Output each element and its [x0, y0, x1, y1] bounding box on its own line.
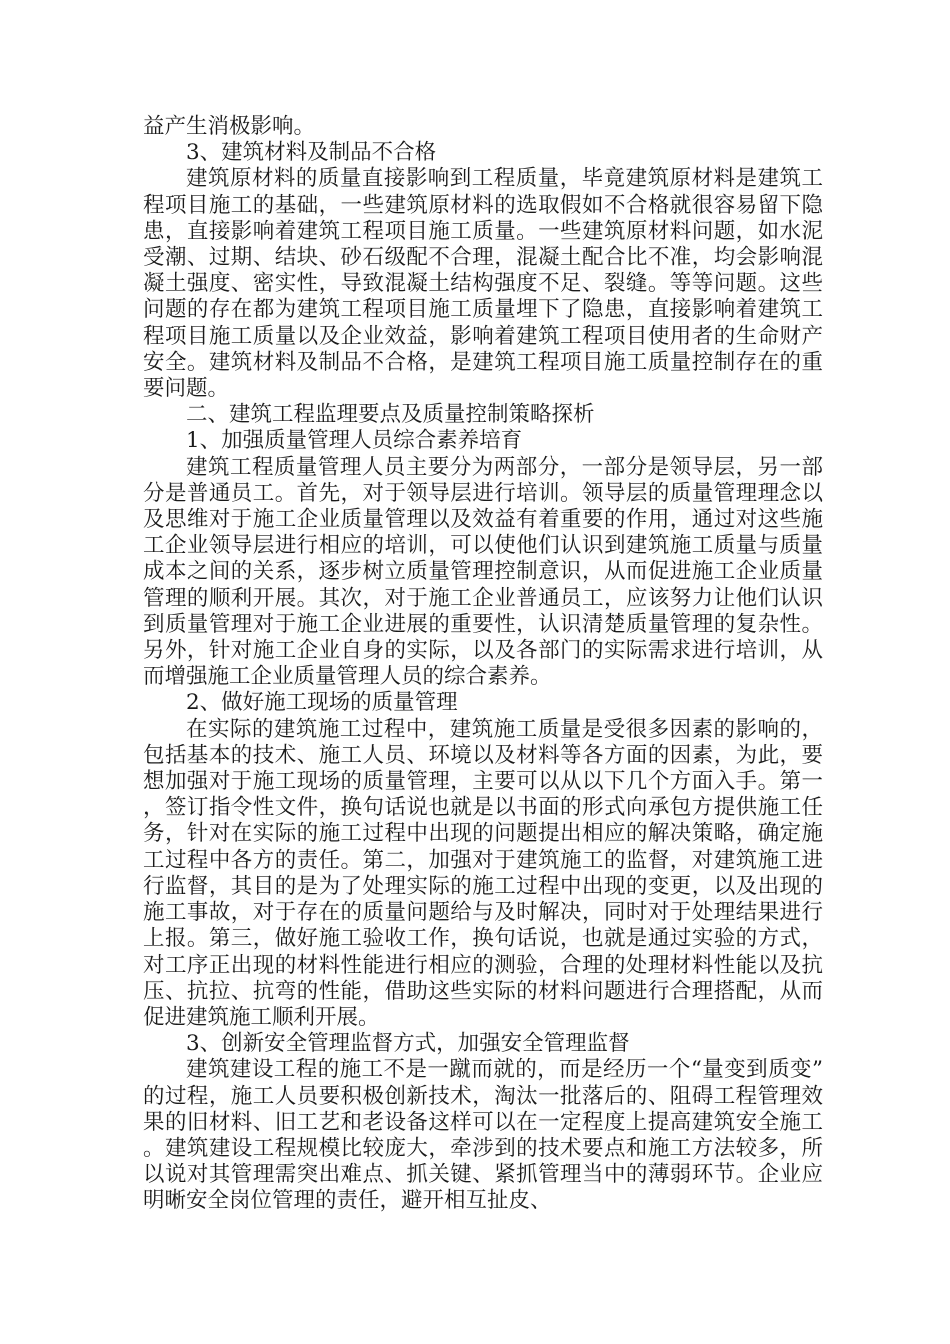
heading-safety-supervision: 3、创新安全管理监督方式，加强安全管理监督 — [186, 1031, 630, 1057]
paragraph-continuation: 益产生消极影响。 — [143, 114, 316, 139]
document-page — [143, 114, 823, 1215]
paragraph-site-quality: 在实际的建筑施工过程中，建筑施工质量是受很多因素的影响的，包括基本的技术、施工人员、环境以及材料等各方面的因素，为此，要想加强对于施工现场的质量管理，主要可以从以下几个方面入手。第一，签订指令性文件，换句话说也就是以书面的形式向承包方提供施工任务，针对在实际的施工过程中出现的问题提出相应的解决策略，确定施工过程中各方的责任。第二，加强对于建筑施工的监督，对建筑施工进行监督，其目的是为了处理实际的施工过程中出现的变更，以及出现的施工事故，对于存在的质量问题给与及时解决，同时对于处理结果进行上报。第三，做好施工验收工作，换句话说，也就是通过实验的方式，对工序正出现的材料性能进行相应的测验，合理的处理材料性能以及抗压、抗拉、抗弯的性能，借助这些实际的材料问题进行合理搭配，从而促进建筑施工顺利开展。 — [143, 716, 823, 1030]
heading-building-materials: 3、建筑材料及制品不合格 — [186, 140, 437, 166]
paragraph-personnel-training: 建筑工程质量管理人员主要分为两部分，一部分是领导层，另一部分是普通员工。首先，对于领导层进行培训。领导层的质量管理理念以及思维对于施工企业质量管理以及效益有着重要的作用，通过对这些施工企业领导层进行相应的培训，可以使他们认识到建筑施工质量与质量成本之间的关系，逐步树立质量管理控制意识，从而促进施工企业质量管理的顺利开展。其次，对于施工企业普通员工，应该努力让他们认识到质量管理对于施工企业进展的重要性，认识清楚质量管理的复杂性。另外，针对施工企业自身的实际，以及各部门的实际需求进行培训，从而增强施工企业质量管理人员的综合素养。 — [143, 454, 823, 690]
paragraph-building-materials: 建筑原材料的质量直接影响到工程质量，毕竟建筑原材料是建筑工程项目施工的基础，一些建筑原材料的选取假如不合格就很容易留下隐患，直接影响着建筑工程项目施工质量。一些建筑原材料问题，如水泥受潮、过期、结块、砂石级配不合理，混凝土配合比不准，均会影响混凝土强度、密实性，导致混凝土结构强度不足、裂缝。等等问题。这些问题的存在都为建筑工程项目施工质量埋下了隐患，直接影响着建筑工程项目施工质量以及企业效益，影响着建筑工程项目使用者的生命财产安全。建筑材料及制品不合格，是建筑工程项目施工质量控制存在的重要问题。 — [143, 166, 823, 402]
heading-personnel-training: 1、加强质量管理人员综合素养培育 — [186, 428, 523, 454]
heading-section-two: 二、建筑工程监理要点及质量控制策略探析 — [186, 402, 595, 428]
heading-site-quality: 2、做好施工现场的质量管理 — [186, 690, 458, 716]
paragraph-safety-supervision: 建筑建设工程的施工不是一蹴而就的，而是经历一个“量变到质变”的过程，施工人员要积极创新技术，淘汰一批落后的、阻碍工程管理效果的旧材料、旧工艺和老设备这样可以在一定程度上提高建筑安全施工。建筑建设工程规模比较庞大，牵涉到的技术要点和施工方法较多，所以说对其管理需突出难点、抓关键、紧抓管理当中的薄弱环节。企业应明晰安全岗位管理的责任，避开相互扯皮、 — [143, 1057, 823, 1214]
